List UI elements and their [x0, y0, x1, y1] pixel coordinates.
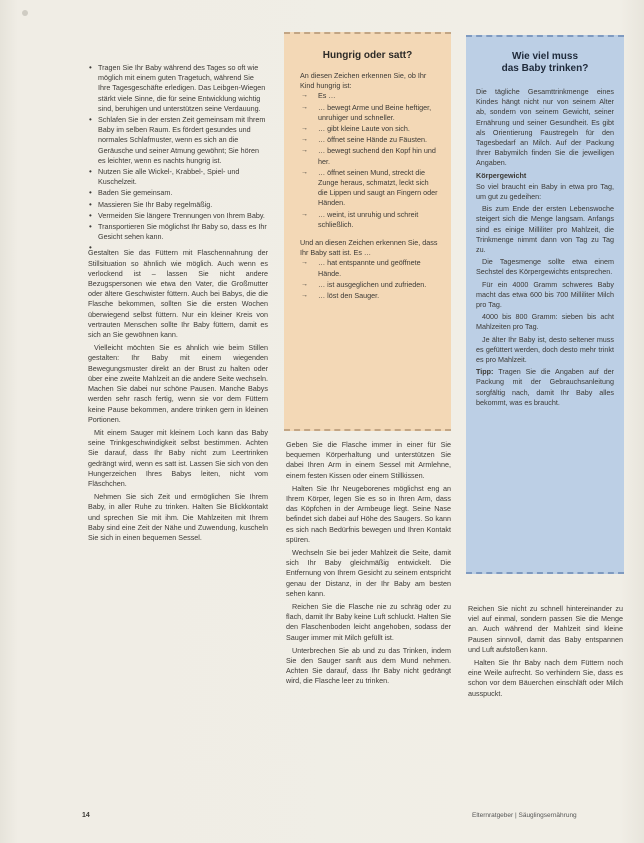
list-item: → … bewegt Arme und Beine heftiger, unruhiger und schneller. — [318, 103, 439, 123]
box-intro: An diesen Zeichen erkennen Sie, ob Ihr Kind hungrig ist: — [300, 71, 427, 91]
list-item: → … öffnet seinen Mund, streckt die Zunge heraus, schmatzt, leckt sich die Lippen und saugt an Fingern oder Händen. — [318, 168, 439, 209]
box-title-line: das Baby trinken? — [501, 63, 589, 74]
box-paragraph: Bis zum Ende der ersten Lebenswoche steigert sich die Menge langsam. Anfangs sind es einige Milliliter pro Mahlzeit, die Trinkmenge nimmt dann von Tag zu Tag zu. — [476, 204, 614, 255]
box-paragraph: Für ein 4000 Gramm schweres Baby macht das etwa 600 bis 700 Milliliter Milch pro Tag. — [476, 279, 614, 310]
list-item: • Schlafen Sie in der ersten Zeit gemeinsam mit Ihrem Baby im selben Raum. Es fördert gesundes und normales Schlafmuster, wenn es sich an die Geräusche und seiner Atmung gewöhnt; Sie hören es leichter, wenn es nachts hungrig ist. — [98, 115, 268, 166]
body-paragraph: Mit einem Sauger mit kleinem Loch kann das Baby seine Trinkgeschwindigkeit selbst bestimmen. Achten Sie darauf, dass Ihr Baby nicht zum Leertrinken gedrängt wird, wenn es satt ist. Lassen Sie sich von den Hungerzeichen Ihres Babys leiten, nicht vom Fläschchen. — [88, 427, 268, 488]
box-intro: Und an diesen Zeichen erkennen Sie, dass Ihr Baby satt ist. Es … — [300, 238, 438, 258]
list-item: • Transportieren Sie möglichst Ihr Baby so, dass es Ihr Gesicht sehen kann. — [98, 222, 268, 242]
hungry-or-full-box — [284, 32, 451, 431]
box-paragraph: So viel braucht ein Baby in etwa pro Tag, um gut zu gedeihen: — [476, 181, 614, 202]
body-paragraph: Reichen Sie nicht zu schnell hintereinander zu viel auf einmal, sondern passen Sie die Menge an. Auch während der Mahlzeit sind kleine Pausen sinnvoll, damit das Baby entspannen und Luft aufstoßen kann. — [468, 604, 623, 654]
right-column — [468, 604, 623, 702]
list-item: → … gibt kleine Laute von sich. — [318, 124, 439, 134]
box-paragraph: Die Tagesmenge sollte etwa einem Sechstel des Körpergewichts entsprechen. — [476, 257, 614, 277]
list-item: → … bewegt suchend den Kopf hin und her. — [318, 146, 439, 166]
list-item: → … hat entspannte und geöffnete Hände. — [318, 258, 439, 278]
full-signs-list — [300, 258, 439, 301]
body-paragraph: Reichen Sie die Flasche nie zu schräg oder zu flach, damit Ihr Baby keine Luft schluckt. Halten Sie den Flaschenboden leicht angehoben, sodass der Sauger immer mit Milch gefüllt ist. — [286, 602, 451, 642]
list-item: • Vermeiden Sie längere Trennungen von Ihrem Baby. — [98, 211, 268, 221]
box-title — [466, 51, 624, 75]
body-paragraph: Nehmen Sie sich Zeit und ermöglichen Sie Ihrem Baby, in aller Ruhe zu trinken. Halten Sie Blickkontakt und sprechen Sie mit ihm. Die Mahlzeiten mit Ihrem Baby sind eine Zeit der Nähe und Zuwendung, kuscheln Sie sich in einen bequemen Sessel. — [88, 492, 268, 542]
body-paragraph: Vielleicht möchten Sie es ähnlich wie beim Stillen gestalten: Ihr Baby mit einem wiegenden Bewegungsmuster direkt an der Brust zu halten oder über eine zweite Mahlzeit an die andere Seite wechseln. Machen Sie dabei nur schöne Pausen. Manche Babys werden sehr rasch fertig, wenn sie vor dem Füttern keine Pause bekommen, andere trinken gern in kleinen Portionen. — [88, 343, 268, 424]
box-paragraph: 4000 bis 800 Gramm: sieben bis acht Mahlzeiten pro Tag. — [476, 312, 614, 332]
list-item: → … weint, ist unruhig und schreit schließlich. — [318, 210, 439, 230]
page-number: 14 — [82, 812, 90, 819]
tip-label: Tipp: — [476, 367, 494, 377]
tip-paragraph — [476, 367, 614, 408]
list-item: → Es … — [318, 91, 439, 101]
body-paragraph: Wechseln Sie bei jeder Mahlzeit die Seite, damit sich Ihr Baby gleichmäßig entwickelt. Die Entfernung von Ihrem Gesicht zu seinem entspricht genau der Distanz, in der Ihr Baby am besten sehen kann. — [286, 548, 451, 598]
middle-column — [286, 440, 451, 690]
body-paragraph: Gestalten Sie das Füttern mit Flaschennahrung der Stillsituation so ähnlich wie möglich. Auch wenn es verlockend ist – lassen Sie nicht andere Bezugspersonen wie etwa den Vater, die Großmutter oder ältere Geschwister füttern. Auch bei Babys, die die Flasche bekommen, sollten Sie die ersten Wochen überwiegend selbst füttern. Nur ein kleiner Kreis von vertrauten Menschen sollte Ihr Baby füttern, damit es sich an Sie gewöhnen kann. — [88, 248, 268, 340]
list-item: • Massieren Sie Ihr Baby regelmäßig. — [98, 200, 268, 210]
body-paragraph: Unterbrechen Sie ab und zu das Trinken, indem Sie den Sauger sanft aus dem Mund nehmen. Achten Sie darauf, dass Ihr Baby nicht gedrängt wird, die Flasche leer zu trinken. — [286, 645, 451, 686]
list-item: → … löst den Sauger. — [318, 291, 439, 301]
box-subheading: Körpergewicht — [476, 170, 527, 180]
box-title-line: Wie viel muss — [511, 51, 579, 62]
box-paragraph: Je älter Ihr Baby ist, desto seltener muss es gefüttert werden, doch desto mehr trinkt es pro Mahlzeit. — [476, 334, 614, 365]
body-paragraph: Halten Sie Ihr Baby nach dem Füttern noch eine Weile aufrecht. So verhindern Sie, dass es schon vor dem Bäuerchen einschläft oder Milch ausspuckt. — [468, 658, 623, 698]
box-title: Hungrig oder satt? — [322, 50, 413, 61]
body-paragraph: Halten Sie Ihr Neugeborenes möglichst eng an Ihrem Körper, legen Sie es so in Ihren Arm, dass das Köpfchen in der Armbeuge liegt. Seine Nase befindet sich dabei auf Höhe des Saugers. So kann es sich nach Bedürfnis bewegen und Ihren Kontakt spüren. — [286, 483, 451, 544]
bullet-list — [88, 63, 268, 242]
hungry-signs-list — [300, 91, 439, 230]
list-item: • Tragen Sie Ihr Baby während des Tages so oft wie möglich mit einem guten Tragetuch, während Sie Ihre Tagesgeschäfte erledigen. Das Leibgen-Wiegen stärkt viele Sinne, die für seine Entwicklung wichtig sind, beruhigen und unterstützen seine Verdauung. — [98, 63, 268, 114]
how-much-box — [466, 35, 624, 574]
list-item: → … öffnet seine Hände zu Fäusten. — [318, 135, 439, 145]
tip-text: Tragen Sie die Angaben auf der Packung mit der Gebrauchsanleitung sorgfältig nach, damit Ihr Baby alles bekommt, was es braucht. — [476, 367, 614, 407]
page-mark — [22, 10, 28, 16]
footer-credit: Elternratgeber | Säuglingsernährung — [472, 812, 577, 819]
list-item: • Nutzen Sie alle Wickel-, Krabbel-, Spiel- und Kuschelzeit. — [98, 167, 268, 187]
list-item: • Baden Sie gemeinsam. — [98, 188, 268, 198]
left-column — [88, 63, 268, 546]
box-paragraph: Die tägliche Gesamttrinkmenge eines Kindes hängt nicht nur von seinem Alter ab, sondern von seinem Gewicht, seiner Ernährung und seiner Gesundheit. Es gibt als Orientierung Faustregeln für den Tagesbedarf an Milch. Auf der Packung Ihrer Babymilch finden Sie die jeweiligen Angaben. — [476, 87, 614, 168]
list-item: → … ist ausgeglichen und zufrieden. — [318, 280, 439, 290]
body-paragraph: Geben Sie die Flasche immer in einer für Sie bequemen Körperhaltung und unterstützen Sie dabei Ihren Arm in einem Sessel mit Armlehne, einem festen Kissen oder einem Stillkissen. — [286, 440, 451, 480]
